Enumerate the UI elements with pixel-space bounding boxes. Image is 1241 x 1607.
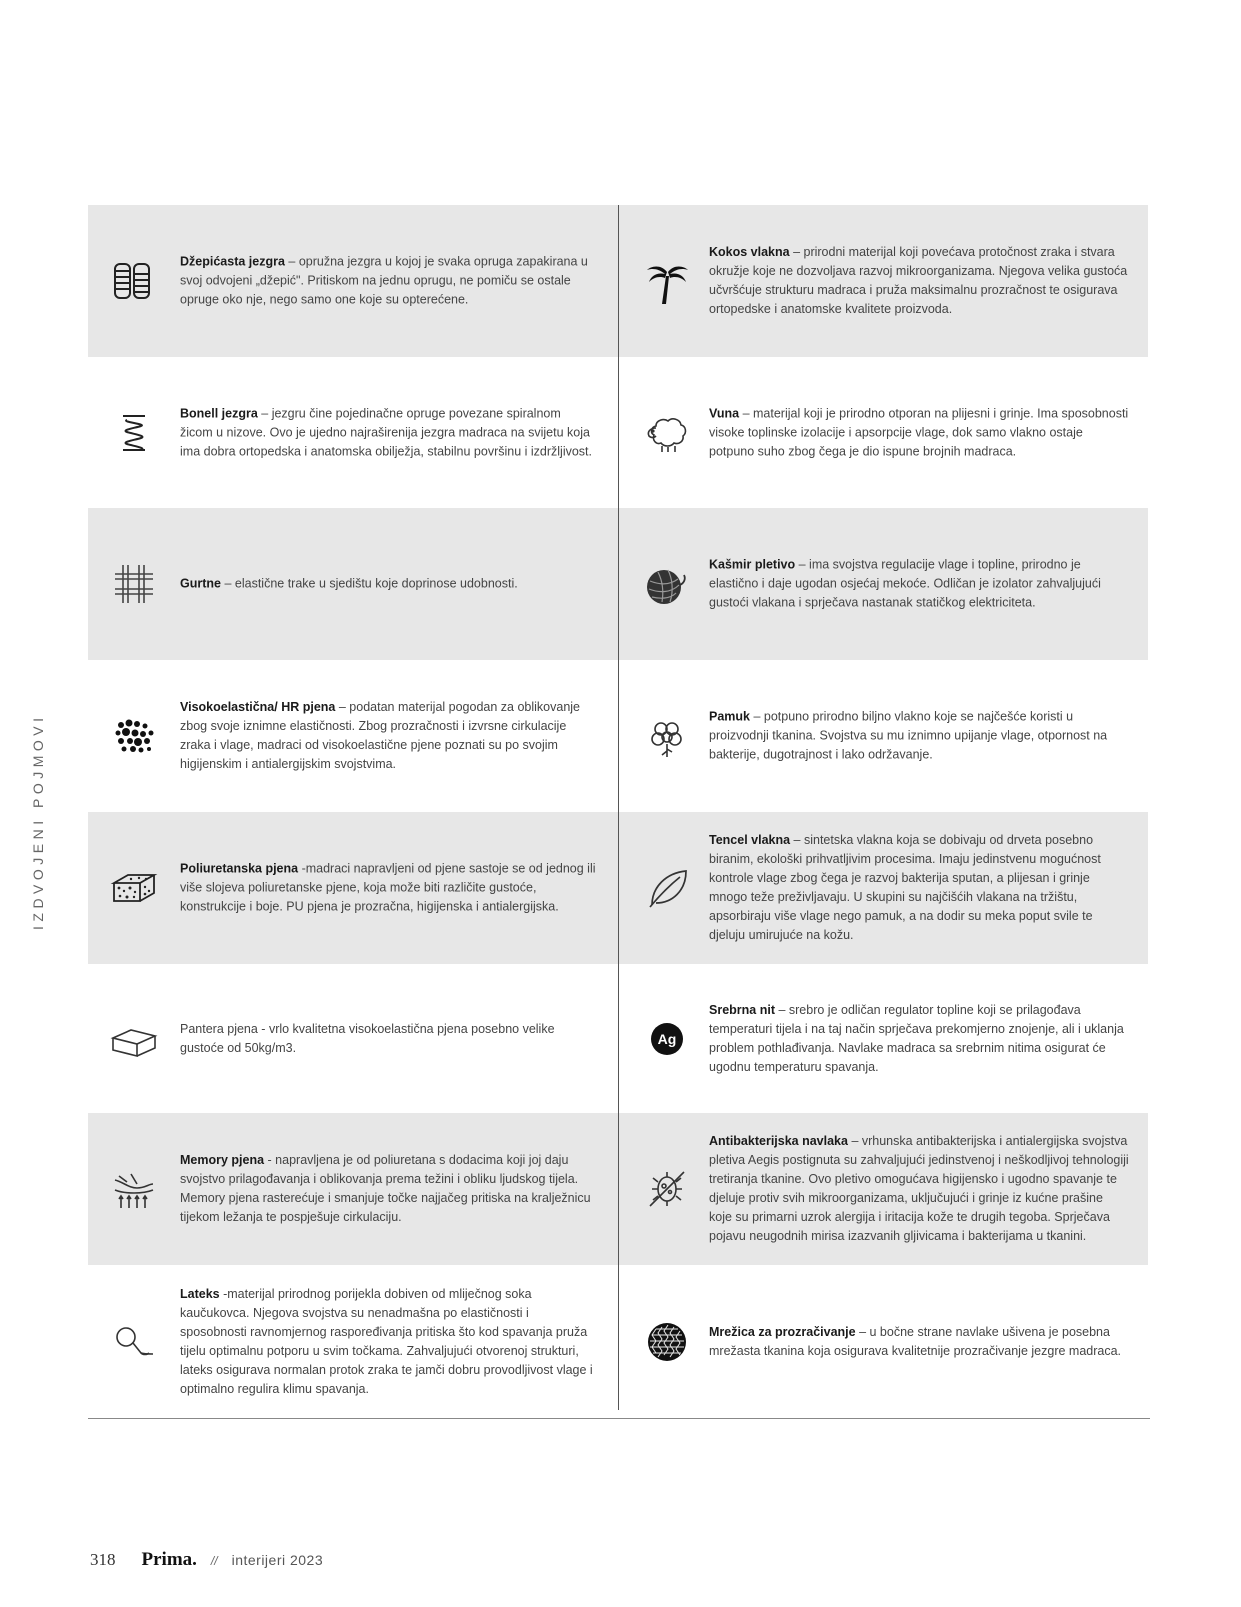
foam-block-outline-icon [106, 1011, 162, 1067]
webbing-icon [106, 556, 162, 612]
entry-text [180, 698, 596, 774]
silver-badge-text: Ag [657, 1030, 677, 1047]
glossary-entry [88, 1113, 618, 1265]
entry-term: Visokoelastična/ HR pjena [180, 700, 336, 714]
issue-title: interijeri 2023 [231, 1552, 324, 1568]
entry-term: Lateks [180, 1286, 220, 1301]
entry-description: - napravljena je od poliuretana s dodacima koji joj daju svojstvo prilagođavanja i oblikovanja prema težini i obliku ljudskog tijela. Memory pjena rasterećuje i smanjuje točke najjačeg pritiska na kralježnicu tijekom ležanja te pospješuje cirkulaciju. [180, 1153, 591, 1224]
glossary-entry [619, 1113, 1148, 1265]
pu-foam-block-icon [106, 860, 162, 916]
entry-term: Bonell jezgra [180, 406, 258, 420]
entry-description: -madraci napravljeni od pjene sastoje se od jednog ili više slojeva poliuretanske pjene, koja može biti različite gustoće, konstrukcije i boje. PU pjena je prozračna, higijenska i antialergijska. [180, 861, 596, 914]
entry-description: Pantera pjena - vrlo kvalitetna visokoelastična pjena posebno velike gustoće od 50kg/m3. [180, 1021, 555, 1055]
entry-term: Vuna [709, 406, 740, 420]
entry-term: Srebrna nit [709, 1002, 775, 1017]
entry-term: Tencel vlakna [709, 833, 791, 847]
page-footer [90, 1549, 323, 1571]
cotton-flower-icon [639, 708, 695, 764]
bottom-rule [88, 1418, 1150, 1419]
entry-description: – jezgru čine pojedinačne opruge povezane spiralnom žicom u nizove. Ovo je ujedno najraširenija jezgra madraca na svijetu koja ima dobra ortopedska i anatomska obilježja, stabilnu površinu i izdržljivost. [180, 406, 593, 458]
leaf-icon [639, 860, 695, 916]
entry-text [180, 253, 596, 310]
entry-text [180, 404, 596, 461]
entry-description: – potpuno prirodno biljno vlakno koje se najčešće koristi u proizvodnji tkanina. Svojstva su mu iznimno upijanje vlage, otpornost na bakterije, dugotrajnost i lako održavanje. [709, 709, 1108, 762]
glossary-entry [88, 508, 618, 660]
side-label: IZDVOJENI POJMOVI [30, 713, 46, 931]
latex-drop-icon [106, 1314, 162, 1370]
entry-text [709, 1323, 1129, 1361]
entry-text [180, 860, 596, 917]
entry-text [709, 831, 1129, 945]
entry-description: – opružna jezgra u kojoj je svaka opruga zapakirana u svoj odvojeni „džepić". Pritiskom na jednu oprugu, ne pomiču se ostale opruge oko nje, nego samo one koje su opterećene. [180, 254, 588, 307]
pocket-spring-icon [106, 253, 162, 309]
sheep-icon [639, 405, 695, 461]
entry-text [180, 575, 596, 594]
entry-description: – u bočne strane navlake ušivena je posebna mrežasta tkanina koja osigurava kvalitetnije prozračivanje jezgre madraca. [709, 1324, 1122, 1358]
entry-term: Pamuk [709, 709, 750, 724]
glossary-entry [88, 812, 618, 964]
entry-text [180, 1151, 596, 1227]
entry-term: Kokos vlakna [709, 245, 790, 259]
entry-description: – elastične trake u sjedištu koje doprinose udobnosti. [220, 576, 518, 591]
entry-description: – sintetska vlakna koja se dobivaju od drveta posebno biranim, ekološki prihvatljivim procesima. Imaju jedinstvenu mogućnost kontrole vlage zbog čega je razvoj bakterija sputan, a plijesan i grinje mnogo teže preživljavaju. U skupini su najčišćih vlakana na tržištu, apsorbiraju više vlage nego pamuk, a na dodir su meka poput svile te djeluju umirujuće na kožu. [709, 833, 1101, 942]
glossary-entry [88, 1265, 618, 1418]
entry-text [180, 1020, 596, 1058]
entry-text [709, 708, 1129, 765]
entry-description: -materijal prirodnog porijekla dobiven od mliječnog soka kaučukovca. Njegova svojstva su nenadmašna po elastičnosti i sposobnosti ravnomjernog raspoređivanja pritiska što kod spavanja pruža tijelu optimalnu potporu u svim točkama. Zahvaljujući otvorenoj strukturi, lateks osigurava normalan protok zraka te jamči dobru provodljivost vlage i optimalno regulira klimu spavanja. [180, 1286, 593, 1396]
glossary-entry [619, 812, 1148, 964]
entry-term: Džepićasta jezgra [180, 254, 285, 269]
glossary-entry [88, 357, 618, 508]
bonell-spring-icon [106, 405, 162, 461]
entry-term: Memory pjena [180, 1153, 265, 1167]
memory-foam-hand-icon [106, 1161, 162, 1217]
entry-text [709, 1132, 1129, 1246]
entry-term: Antibakterijska navlaka [709, 1134, 848, 1148]
yarn-ball-icon [639, 556, 695, 612]
entry-description: – podatan materijal pogodan za oblikovanje zbog svoje iznimne elastičnosti. Zbog prozračnosti i izvrsne cirkulacije zraka i vlage, madraci od visokoelastične pjene poznati su po svojim higijenskim i antialergijskim svojstvima. [180, 700, 581, 771]
hr-foam-icon [106, 708, 162, 764]
glossary-entry [619, 1265, 1148, 1418]
entry-term: Poliuretanska pjena [180, 861, 299, 876]
antibacterial-icon [639, 1161, 695, 1217]
entry-text [709, 1001, 1129, 1077]
entry-text [180, 1285, 596, 1399]
entry-description: – materijal koji je prirodno otporan na plijesni i grinje. Ima sposobnosti visoke toplinske izolacije i apsorpcije vlage, dok samo vlakno ostaje potpuno suho zbog čega je dio ispune brojnih madraca. [709, 406, 1129, 458]
entry-description: – ima svojstva regulacije vlage i topline, prirodno je elastično i daje ugodan osjećaj mekoće. Odličan je izolator zahvaljujući gustoći vlakana i sprječava nastanak statičkog elektriciteta. [709, 557, 1101, 610]
entry-term: Mrežica za prozračivanje [709, 1324, 856, 1339]
entry-term: Gurtne [180, 576, 221, 591]
glossary-entry [619, 660, 1148, 812]
entry-description: – prirodni materijal koji povećava protočnost zraka i stvara okružje koje ne dozvoljava razvoj mikroorganizama. Njegova velika gustoća učvršćuje strukturu madraca i pruža maksimalnu prozračnost te osigurava ortopedske i anatomske kvalitete proizvoda. [709, 245, 1128, 316]
glossary-entry [619, 205, 1148, 357]
page-number: 318 [90, 1550, 116, 1569]
glossary-entry [88, 660, 618, 812]
glossary-entry [619, 964, 1148, 1113]
glossary-entry [619, 508, 1148, 660]
entry-text [709, 243, 1129, 319]
footer-separator: // [210, 1554, 218, 1568]
brand-logo: Prima. [141, 1549, 197, 1570]
entry-text [709, 404, 1129, 461]
entry-term: Kašmir pletivo [709, 557, 796, 572]
glossary-entry [88, 964, 618, 1113]
palm-tree-icon [639, 253, 695, 309]
mesh-icon [639, 1314, 695, 1370]
silver-ag-icon [639, 1011, 695, 1067]
entry-description: – vrhunska antibakterijska i antialergijska svojstva pletiva Aegis postignuta su zahvaljujući jedinstvenoj i neškodljivoj tehnologiji tretiranja tkanine. Ovo pletivo omogućava higijensko i ugodno spavanje te djeluje protiv svih mikroorganizama, uključujući i grinje iz kućne prašine koje su primarni uzrok alergija i iritacija kože te drugih tegoba. Sprječava pojavu neugodnih mirisa izazvanih gljivicama i bakterijama u tkanini. [709, 1134, 1129, 1243]
glossary-entry [88, 205, 618, 357]
entry-text [709, 556, 1129, 613]
entry-description: – srebro je odličan regulator topline koji se prilagođava temperaturi tijela i na taj način sprječava prekomjerno znojenje, ali i uklanja problem pothlađivanja. Navlake madraca sa srebrnim nitima osigurat će ugodnu temperaturu spavanja. [709, 1002, 1124, 1074]
glossary-entry [619, 357, 1148, 508]
